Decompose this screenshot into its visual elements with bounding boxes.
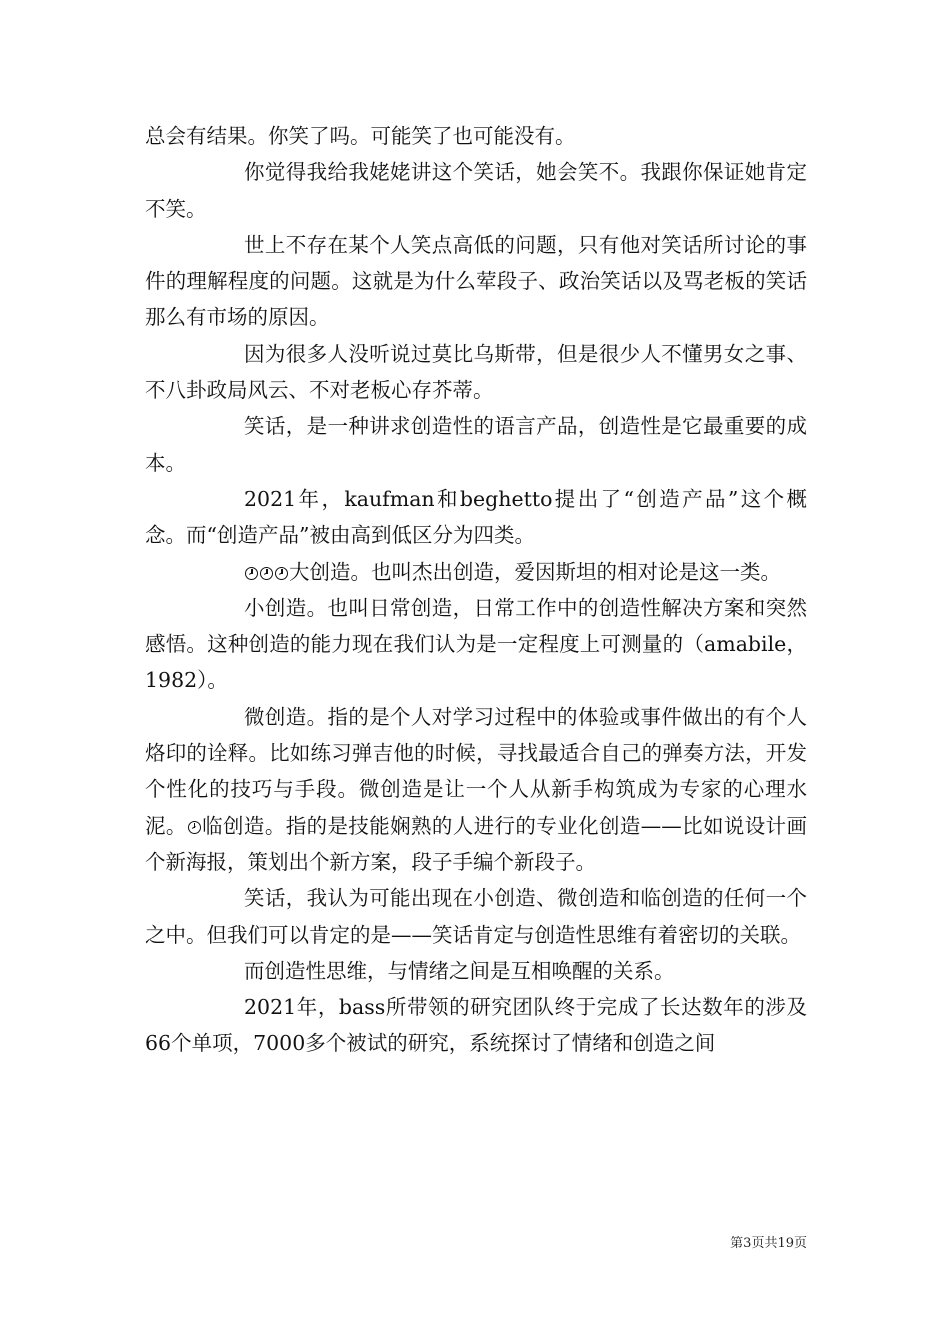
document-body [145,118,807,1062]
paragraph-text: 笑话，是一种讲求创造性的语言产品，创造性是它最重要的成本。 [145,414,807,475]
paragraph [145,336,807,409]
paragraph-text: 因为很多人没听说过莫比乌斯带，但是很少人不懂男女之事、不八卦政局风云、不对老板心存芥蒂。 [145,341,807,403]
paragraph-text: 微创造。指的是个人对学习过程中的体验或事件做出的有个人烙印的诠释。比如练习弹吉他的时候，寻找最适合自己的弹奏方法，开发个性化的技巧与手段。微创造是让一个人从新手构筑成为专家的心理水泥。 [145,704,807,838]
paragraph [145,554,807,590]
paragraph [145,154,807,227]
paragraph-text: 临创造。指的是技能娴熟的人进行的专业化创造——比如说设计画个新海报，策划出个新方案，段子手编个新段子。 [145,813,808,874]
clock-icon [260,567,273,580]
paragraph-text: 总会有结果。你笑了吗。可能笑了也可能没有。 [145,124,576,148]
paragraph [145,989,807,1062]
paragraph [145,408,807,481]
paragraph [145,118,807,154]
paragraph-text: 而创造性思维，与情绪之间是互相唤醒的关系。 [244,958,675,983]
paragraph [145,699,807,880]
paragraph-text: 2021年，bass所带领的研究团队终于完成了长达数年的涉及66个单项，7000多个被试的研究，系统探讨了情绪和创造之间 [145,995,807,1056]
paragraph-text: 世上不存在某个人笑点高低的问题，只有他对笑话所讨论的事件的理解程度的问题。这就是为什么荤段子、政治笑话以及骂老板的笑话那么有市场的原因。 [145,232,807,330]
clock-icon [275,567,288,580]
paragraph [145,481,807,554]
clock-icon [245,567,258,580]
clock-icon [188,821,201,834]
paragraph [145,953,807,989]
paragraph-text: 笑话，我认为可能出现在小创造、微创造和临创造的任何一个之中。但我们可以肯定的是——笑话肯定与创造性思维有着密切的关联。 [145,886,807,947]
paragraph-text: 小创造。也叫日常创造，日常工作中的创造性解决方案和突然感悟。这种创造的能力现在我们认为是一定程度上可测量的（amabile，1982）。 [145,595,807,693]
paragraph [145,227,807,336]
page-number-footer: 第3页共19页 [730,1236,807,1251]
paragraph-text: 你觉得我给我姥姥讲这个笑话，她会笑不。我跟你保证她肯定不笑。 [145,160,807,221]
paragraph [145,590,807,699]
paragraph-text: 2021年，kaufman和beghetto提出了“创造产品”这个概念。而“创造产品”被由高到低区分为四类。 [145,486,807,548]
paragraph-text: 大创造。也叫杰出创造，爱因斯坦的相对论是这一类。 [289,559,781,584]
paragraph [145,880,807,953]
